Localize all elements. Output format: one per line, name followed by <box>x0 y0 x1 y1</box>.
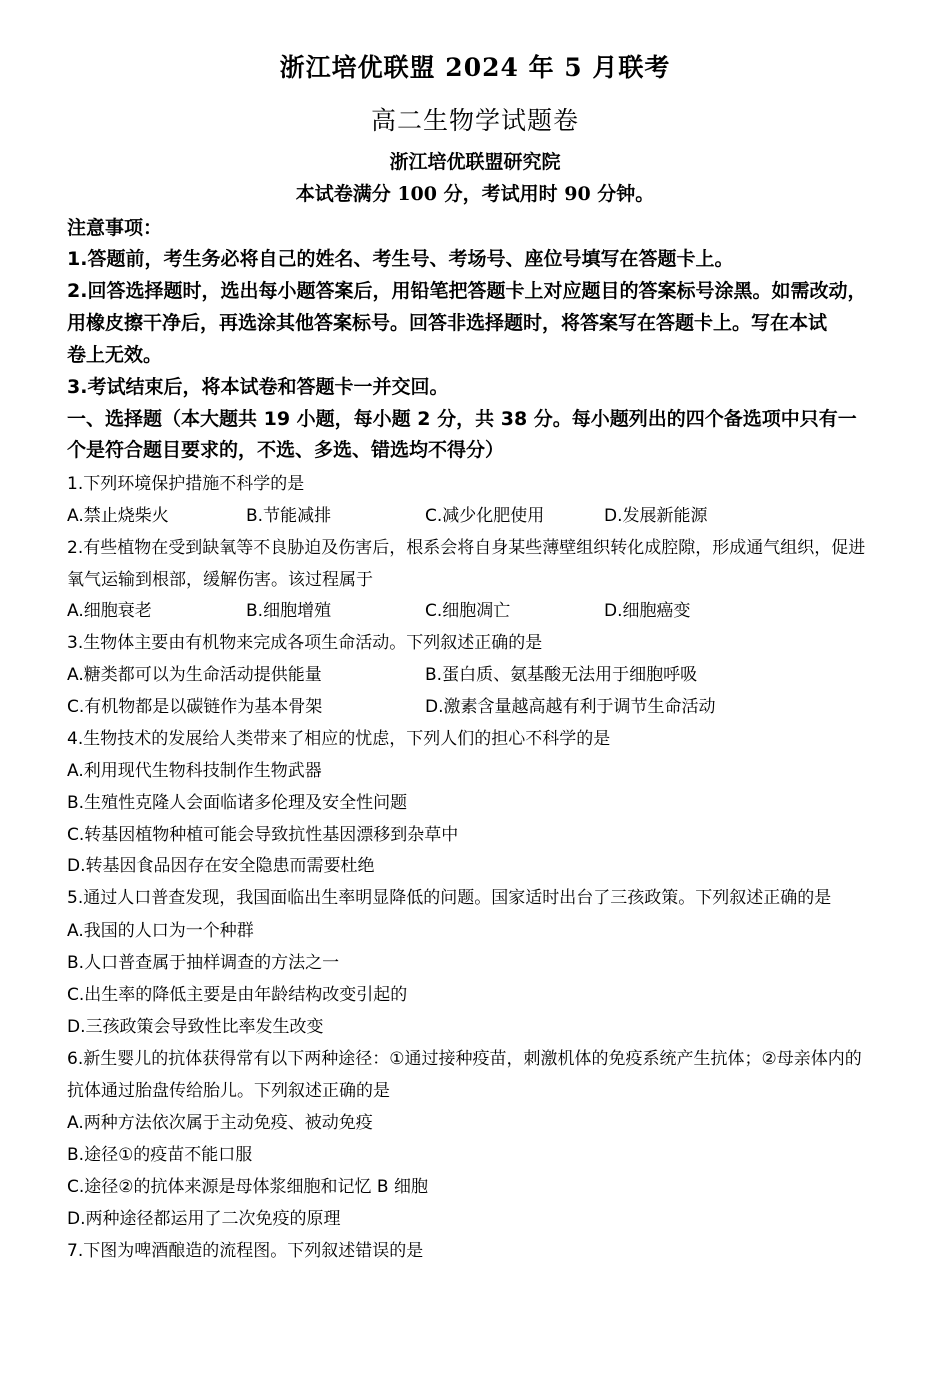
question-6-stem-line-1: 6.新生婴儿的抗体获得常有以下两种途径：①通过接种疫苗，刺激机体的免疫系统产生抗体；②母亲体内的 <box>67 1049 862 1069</box>
question-3-option-d: D.激素含量越高越有利于调节生命活动 <box>425 697 716 717</box>
question-3-option-a: A.糖类都可以为生命活动提供能量 <box>67 665 322 685</box>
question-5-option-c: C.出生率的降低主要是由年龄结构改变引起的 <box>67 985 408 1005</box>
question-4-option-b: B.生殖性克隆人会面临诸多伦理及安全性问题 <box>67 793 408 813</box>
question-7-stem: 7.下图为啤酒酿造的流程图。下列叙述错误的是 <box>67 1241 424 1261</box>
question-1-option-d: D.发展新能源 <box>604 506 708 526</box>
question-5-option-a: A.我国的人口为一个种群 <box>67 921 254 941</box>
question-1-option-c: C.减少化肥使用 <box>425 506 545 526</box>
question-3-option-b: B.蛋白质、氨基酸无法用于细胞呼吸 <box>425 665 698 685</box>
question-6-option-d: D.两种途径都运用了二次免疫的原理 <box>67 1209 341 1229</box>
question-4-option-a: A.利用现代生物科技制作生物武器 <box>67 761 322 781</box>
section-heading-line-2: 个是符合题目要求的，不选、多选、错选均不得分） <box>67 439 505 461</box>
question-1-stem: 1.下列环境保护措施不科学的是 <box>67 474 305 494</box>
question-3-stem: 3.生物体主要由有机物来完成各项生命活动。下列叙述正确的是 <box>67 633 543 653</box>
question-1-option-a: A.禁止烧柴火 <box>67 506 169 526</box>
notice-item-2-line-1: 2.回答选择题时，选出每小题答案后，用铅笔把答题卡上对应题目的答案标号涂黑。如需改动， <box>67 280 867 302</box>
question-6-option-c: C.途径②的抗体来源是母体浆细胞和记忆 B 细胞 <box>67 1177 428 1197</box>
exam-info: 本试卷满分 100 分，考试用时 90 分钟。 <box>295 183 655 205</box>
notice-item-3: 3.考试结束后，将本试卷和答题卡一并交回。 <box>67 376 449 398</box>
notice-item-2-line-3: 卷上无效。 <box>67 344 163 366</box>
exam-subtitle: 高二生物学试题卷 <box>370 106 579 135</box>
question-2-option-b: B.细胞增殖 <box>246 601 332 621</box>
question-2-option-d: D.细胞癌变 <box>604 601 691 621</box>
exam-title: 浙江培优联盟 2024 年 5 月联考 <box>279 53 671 82</box>
notice-item-1: 1.答题前，考生务必将自己的姓名、考生号、考场号、座位号填写在答题卡上。 <box>67 248 734 270</box>
question-4-option-d: D.转基因食品因存在安全隐患而需要杜绝 <box>67 856 375 876</box>
notice-heading: 注意事项： <box>67 217 163 239</box>
question-2-option-a: A.细胞衰老 <box>67 601 152 621</box>
question-1-option-b: B.节能减排 <box>246 506 332 526</box>
question-5-stem: 5.通过人口普查发现，我国面临出生率明显降低的问题。国家适时出台了三孩政策。下列叙述正确的是 <box>67 888 832 908</box>
notice-item-2-line-2: 用橡皮擦干净后，再选涂其他答案标号。回答非选择题时，将答案写在答题卡上。写在本试 <box>67 312 828 334</box>
question-5-option-b: B.人口普查属于抽样调查的方法之一 <box>67 953 340 973</box>
organization-name: 浙江培优联盟研究院 <box>389 151 561 173</box>
question-5-option-d: D.三孩政策会导致性比率发生改变 <box>67 1017 324 1037</box>
question-2-stem-line-2: 氧气运输到根部，缓解伤害。该过程属于 <box>67 570 373 590</box>
question-6-option-a: A.两种方法依次属于主动免疫、被动免疫 <box>67 1113 373 1133</box>
question-6-stem-line-2: 抗体通过胎盘传给胎儿。下列叙述正确的是 <box>67 1081 390 1101</box>
question-4-stem: 4.生物技术的发展给人类带来了相应的忧虑，下列人们的担心不科学的是 <box>67 729 611 749</box>
section-heading-line-1: 一、选择题（本大题共 19 小题，每小题 2 分，共 38 分。每小题列出的四个备选项中只有一 <box>67 408 857 430</box>
question-2-option-c: C.细胞凋亡 <box>425 601 511 621</box>
question-4-option-c: C.转基因植物种植可能会导致抗性基因漂移到杂草中 <box>67 825 459 845</box>
question-2-stem-line-1: 2.有些植物在受到缺氧等不良胁迫及伤害后，根系会将自身某些薄壁组织转化成腔隙，形成通气组织，促进 <box>67 538 866 558</box>
question-6-option-b: B.途径①的疫苗不能口服 <box>67 1145 253 1165</box>
question-3-option-c: C.有机物都是以碳链作为基本骨架 <box>67 697 323 717</box>
